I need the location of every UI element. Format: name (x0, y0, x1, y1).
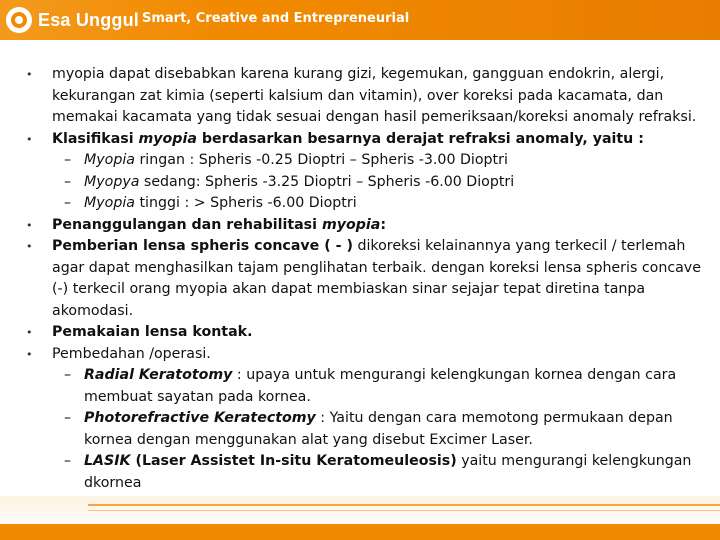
management-text-a: Penanggulangan dan rehabilitasi (52, 216, 322, 233)
slide-content (24, 64, 714, 494)
sub-item-lasik (24, 451, 714, 494)
dash-marker: – (64, 173, 72, 190)
high-text: tinggi : > Spheris -6.00 Dioptri (134, 195, 357, 211)
bullet-item-management (24, 215, 714, 237)
bullet-icon: • (26, 68, 33, 81)
footer-line-thin (88, 510, 720, 511)
surgery-text: Pembedahan /operasi. (52, 345, 211, 362)
lasik-expansion: (Laser Assistet In-situ Keratomeuleosis) (130, 453, 457, 469)
concave-lens-heading: Pemberian lensa spheris concave ( - ) (52, 238, 353, 254)
sub-item-high (24, 193, 714, 215)
university-logo (6, 6, 139, 34)
footer-bar (0, 524, 720, 540)
dash-marker: – (64, 453, 72, 469)
bullet-icon: • (26, 326, 33, 339)
lasik-text: yaitu mengurangi kelengkungan dkornea (84, 453, 692, 491)
classification-text-b: myopia (138, 130, 197, 147)
footer-decoration (0, 496, 720, 540)
bullet-item-contact-lens (24, 322, 714, 344)
header-bar (0, 0, 720, 40)
footer-line (88, 504, 720, 506)
management-text-b: myopia (321, 216, 381, 233)
bullet-item-concave-lens (24, 236, 714, 322)
bullet-icon: • (26, 218, 33, 232)
bullet-item-surgery (24, 344, 714, 366)
mild-text: ringan : Spheris -0.25 Dioptri – Spheris -3.00 Dioptri (134, 152, 508, 168)
classification-text-a: Klasifikasi (52, 130, 139, 147)
dash-marker: – (64, 195, 72, 211)
logo-emblem-icon (6, 7, 32, 33)
sub-item-radial-keratotomy (24, 365, 714, 408)
logo-text: Esa Unggul (38, 9, 140, 30)
bullet-icon: • (26, 240, 33, 253)
management-text-c: : (380, 216, 386, 233)
bullet-icon: • (26, 132, 33, 146)
classification-text-c: berdasarkan besarnya derajat refraksi anomaly, yaitu : (196, 130, 644, 147)
contact-lens-text: Pemakaian lensa kontak. (52, 324, 253, 340)
moderate-text: sedang: Spheris -3.25 Dioptri – Spheris -6.00 Dioptri (139, 173, 515, 190)
lasik-term: LASIK (84, 453, 131, 469)
sub-item-moderate (24, 172, 714, 194)
dash-marker: – (64, 367, 72, 383)
bullet-item-causes (24, 64, 714, 129)
concave-lens-text: dikoreksi kelainannya yang terkecil / terlemah agar dapat menghasilkan tajam penglihatan terbaik. dengan koreksi lensa spheris concave (-) terkecil orang myopia akan dapat membiaskan sinar sejajar tepat diretina tanpa akomodasi. (52, 238, 701, 319)
mild-term: Myopia (84, 152, 135, 168)
sub-item-mild (24, 150, 714, 172)
prk-text: : Yaitu dengan cara memotong permukaan depan kornea dengan menggunakan alat yang disebut Excimer Laser. (84, 410, 673, 448)
radial-keratotomy-text: : upaya untuk mengurangi kelengkungan kornea dengan cara membuat sayatan pada kornea. (84, 367, 677, 405)
causes-text: myopia dapat disebabkan karena kurang gizi, kegemukan, gangguan endokrin, alergi, kekurangan zat kimia (seperti kalsium dan vitamin), over koreksi pada kacamata, dan memakai kacamata yang tidak sesuai dengan hasil pemeriksaan/koreksi anomaly refraksi. (52, 66, 697, 125)
moderate-term: Myopya (84, 173, 140, 190)
radial-keratotomy-term: Radial Keratotomy (84, 367, 233, 383)
prk-term: Photorefractive Keratectomy (84, 410, 316, 426)
bullet-item-classification (24, 129, 714, 151)
sub-item-prk (24, 408, 714, 451)
high-term: Myopia (84, 195, 135, 211)
bullet-icon: • (26, 347, 33, 361)
dash-marker: – (64, 410, 72, 426)
dash-marker: – (64, 152, 72, 168)
header-tagline: Smart, Creative and Entrepreneurial (142, 11, 410, 26)
